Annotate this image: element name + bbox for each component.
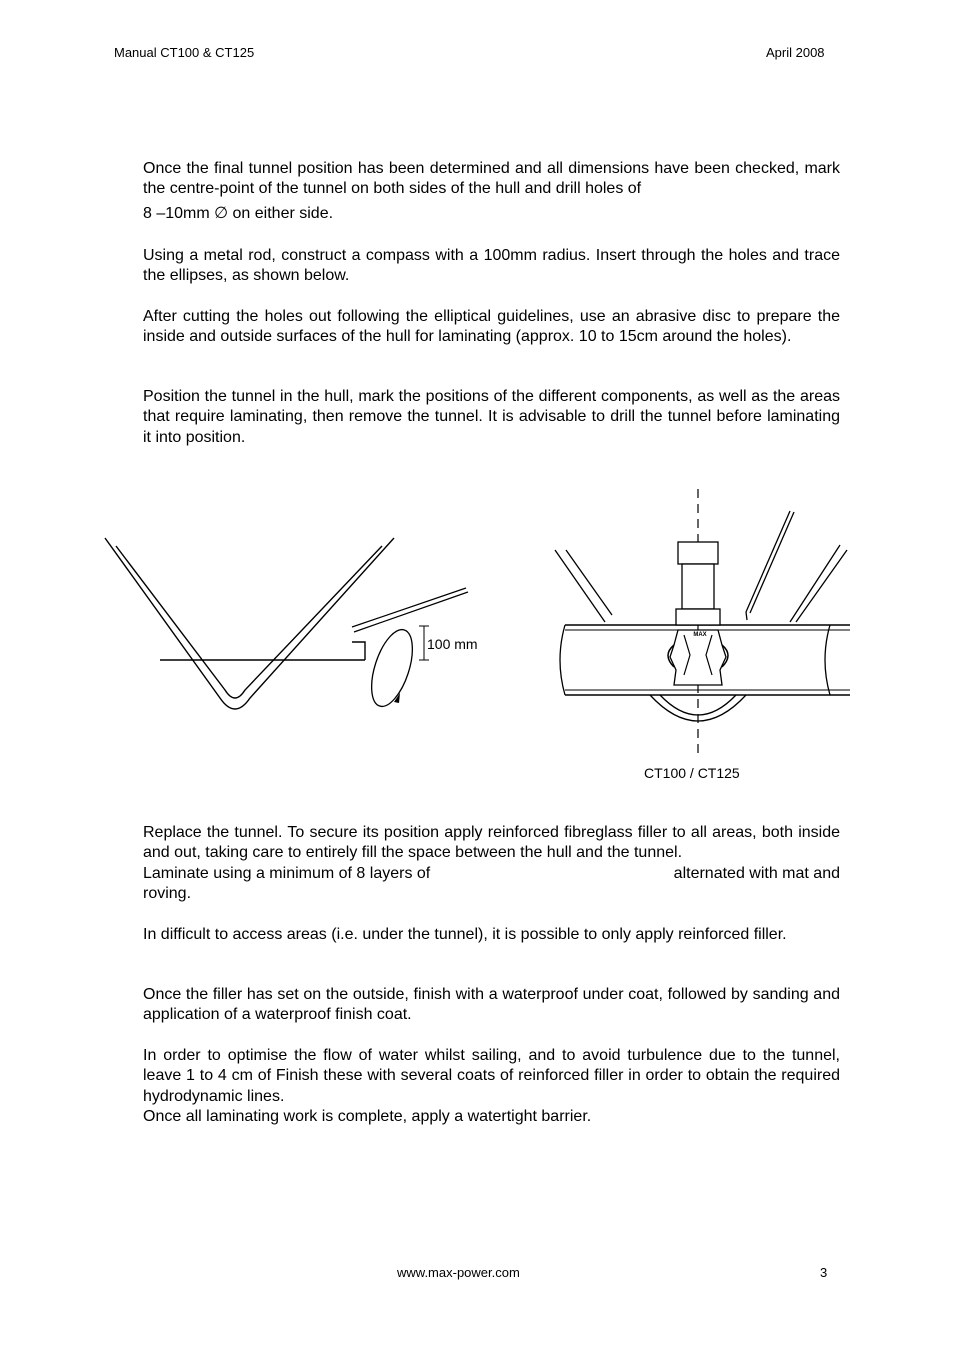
header-date: April 2008: [766, 45, 825, 60]
paragraph-5: [143, 823, 840, 904]
footer-url: www.max-power.com: [397, 1265, 520, 1280]
paragraph-7: [143, 985, 840, 1026]
paragraph-2: [143, 246, 840, 287]
paragraph-5-last: roving.: [143, 884, 192, 902]
paragraph-5-line1: Replace the tunnel. To secure its position apply reinforced fibreglass filler to all areas, both inside and out, taking care to entirely fill the space between the hull and the tunnel.: [143, 824, 840, 862]
paragraph-4: [143, 387, 840, 448]
paragraph-3: [143, 307, 840, 348]
header-title: Manual CT100 & CT125: [114, 45, 255, 60]
paragraph-1-last: 8 –10mm ∅ on either side.: [143, 204, 334, 222]
hull-compass-figure: [100, 530, 500, 730]
paragraph-5-split-line: [143, 864, 840, 884]
paragraph-7-text: Once the filler has set on the outside, finish with a waterproof under coat, followed by sanding and application of a waterproof finish coat.: [143, 986, 840, 1024]
paragraph-8-text: In order to optimise the flow of water whilst sailing, and to avoid turbulence due to the tunnel, leave 1 to 4 cm of Finish these with several coats of reinforced filler in order to obtain the required hydrodynamic lines.: [143, 1047, 840, 1105]
paragraph-8-last: Once all laminating work is complete, apply a watertight barrier.: [143, 1107, 592, 1125]
dimension-label: 100 mm: [427, 636, 478, 652]
paragraph-8: [143, 1046, 840, 1127]
paragraph-5-right: alternated with mat and: [673, 864, 840, 882]
paragraph-3-text: After cutting the holes out following the elliptical guidelines, use an abrasive disc to prepare the inside and outside surfaces of the hull for laminating (approx. 10 to 15cm around the holes).: [143, 308, 840, 346]
paragraph-4-text: Position the tunnel in the hull, mark the positions of the different components, as well as the areas that require laminating, then remove the tunnel. It is advisable to drill the tunnel before laminating it into position.: [143, 388, 840, 446]
tunnel-installation-figure: [550, 485, 855, 790]
page-number: 3: [820, 1265, 828, 1280]
paragraph-6-text: In difficult to access areas (i.e. under the tunnel), it is possible to only apply reinforced filler.: [143, 926, 787, 943]
figure-caption: CT100 / CT125: [644, 765, 740, 781]
paragraph-5-left: Laminate using a minimum of 8 layers of: [143, 864, 431, 882]
paragraph-1: [143, 159, 840, 224]
paragraph-6: [143, 925, 840, 945]
motor-logo-text: MAX: [693, 632, 707, 638]
paragraph-2-text: Using a metal rod, construct a compass with a 100mm radius. Insert through the holes and trace the ellipses, as shown below.: [143, 247, 840, 285]
paragraph-1-main: Once the final tunnel position has been determined and all dimensions have been checked, mark the centre-point of the tunnel on both sides of the hull and drill holes of: [143, 160, 840, 198]
